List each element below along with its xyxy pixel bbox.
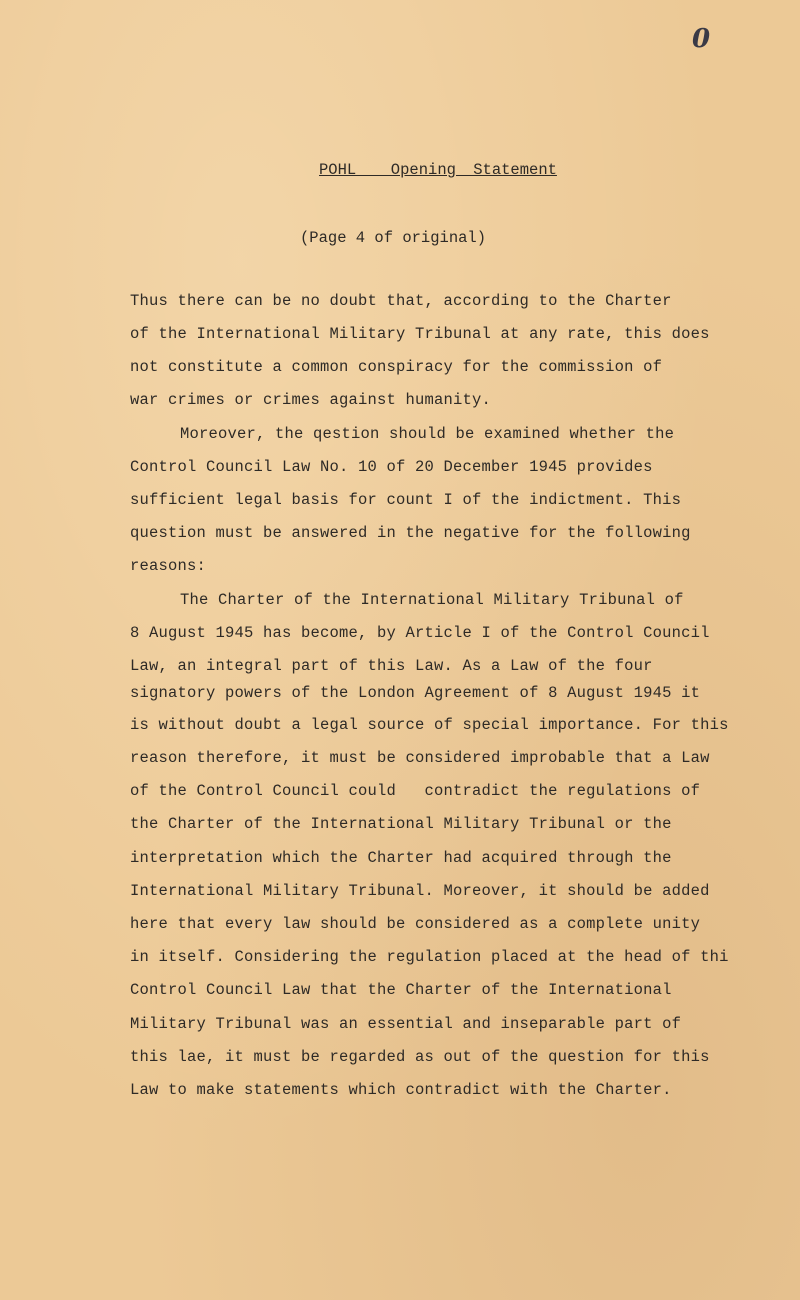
text-line: of the International Military Tribunal at any rate, this does [130, 325, 710, 343]
text-line: here that every law should be considered as a complete unity [130, 915, 701, 933]
text-line: The Charter of the International Military Tribunal of [180, 591, 684, 609]
handwritten-page-mark: 0 [692, 24, 711, 54]
text-line: the Charter of the International Military Tribunal or the [130, 815, 672, 833]
text-line: 8 August 1945 has become, by Article I of the Control Council [130, 624, 710, 642]
text-line: in itself. Considering the regulation placed at the head of thi [130, 948, 729, 966]
text-line: sufficient legal basis for count I of the indictment. This [130, 491, 682, 509]
text-line: not constitute a common conspiracy for the commission of [130, 358, 663, 376]
text-line: signatory powers of the London Agreement of 8 August 1945 it [130, 684, 701, 702]
document-subtitle: (Page 4 of original) [300, 229, 487, 247]
text-line: interpretation which the Charter had acquired through the [130, 849, 672, 867]
document-title: POHL Opening Statement [319, 161, 557, 179]
text-line: Law to make statements which contradict with the Charter. [130, 1081, 672, 1099]
text-line: this lae, it must be regarded as out of the question for this [130, 1048, 710, 1066]
text-line: Control Council Law that the Charter of the International [130, 981, 672, 999]
text-line: of the Control Council could contradict the regulations of [130, 782, 701, 800]
text-line: war crimes or crimes against humanity. [130, 391, 492, 409]
text-line: Thus there can be no doubt that, according to the Charter [130, 292, 672, 310]
text-line: Control Council Law No. 10 of 20 December 1945 provides [130, 458, 653, 476]
text-line: reasons: [130, 557, 207, 575]
text-line: question must be answered in the negative for the following [130, 524, 691, 542]
text-line: International Military Tribunal. Moreover, it should be added [130, 882, 710, 900]
text-line: Law, an integral part of this Law. As a Law of the four [130, 657, 653, 675]
text-line: is without doubt a legal source of special importance. For this [130, 716, 729, 734]
text-line: Moreover, the qestion should be examined whether the [180, 425, 675, 443]
text-line: reason therefore, it must be considered improbable that a Law [130, 749, 710, 767]
text-line: Military Tribunal was an essential and inseparable part of [130, 1015, 682, 1033]
